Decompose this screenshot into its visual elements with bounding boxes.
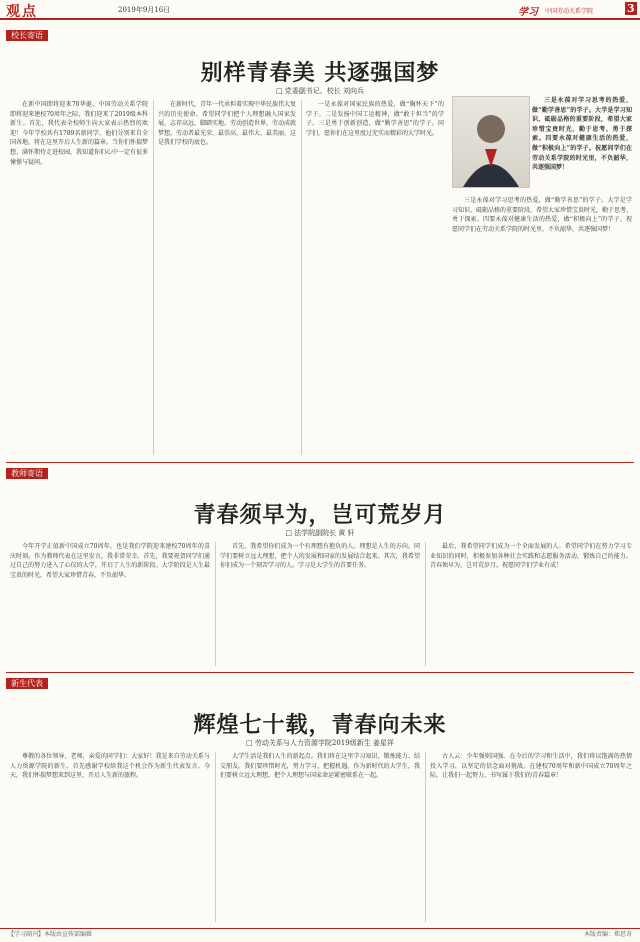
section-name: 观点 — [6, 4, 38, 20]
article1-col4-bottom — [452, 196, 632, 455]
person-icon — [453, 97, 529, 187]
headline-1: 别样青春美 共逐强国梦 — [200, 60, 440, 86]
byline-1: □ 党委副书记、校长 刘向兵 — [275, 87, 365, 95]
footer-right: 本版责编：郑思奇 — [583, 931, 632, 938]
tag-student: 新生代表 — [6, 678, 48, 689]
col-divider — [425, 752, 426, 922]
article3-col1-text: 尊敬的各位领导、老师，亲爱的同学们：大家好！我是来自劳动关系与人力资源学院的新生。首先感谢学校给我这个机会作为新生代表发言。今天，我们怀揣梦想来到这里，开启人生新的旅程。 — [10, 753, 210, 780]
paper-logo: 学习 — [518, 7, 538, 18]
col-divider — [301, 100, 302, 455]
article2-col3 — [430, 542, 632, 666]
article1-col1-text: 在新中国即将迎来70华诞，中国劳动关系学院即将迎来建校70周年之际，我们迎来了2019级本科新生。首先，我代表全校师生向大家表示热烈的欢迎！今年学校共有1789名新同学，他们分别来自全国各地，将在这里开启人生新的篇章。当你们怀揣梦想、满怀期待走进校园，我知道你们心中一定有很多憧憬与疑问。 — [10, 101, 148, 166]
page-number: 3 — [627, 2, 635, 15]
col-divider — [425, 542, 426, 666]
article1-col1 — [10, 100, 148, 455]
byline-2: □ 法学院副院长 黄 轩 — [285, 529, 355, 537]
article2-col1-text: 今年开学正值新中国成立70周年，也是我们学院迎来建校70周年的喜庆时刻。作为教师代表在这里发言，我非常荣幸。首先，我要祝贺同学们通过自己的努力进入了心仪的大学，开启了人生的新阶段。大学阶段是人生最宝贵的时光，希望大家珍惜青春，不负韶华。 — [10, 543, 210, 579]
col-divider — [153, 100, 154, 455]
masthead — [0, 0, 640, 20]
tag-teacher: 教师寄语 — [6, 468, 48, 479]
article3-col3 — [430, 752, 632, 922]
article1-col4-text: 三是永葆对学习思考的热爱，做“勤学善思”的学子。大学是学习知识、砥砺品格的重要阶段，希望大家珍惜宝贵时光，勤于思考、勇于探索。四要永葆对健康生活的热爱，做“积极向上”的学子。祝愿同学们在劳动关系学院的时光里，不负韶华，共逐强国梦！ — [532, 97, 632, 172]
article3-col3-text: 古人云：少年强则国强。在今后的学习和生活中，我们将以饱满的热情投入学习，以坚定的信念面对挑战。在建校70周年和新中国成立70周年之际，让我们一起努力，书写属于我们的青春篇章！ — [430, 753, 632, 780]
article3-col2-text: 大学生活是我们人生的新起点。我们将在这里学习知识、锻炼能力、结交朋友。我们要珍惜时光，努力学习，把握机遇。作为新时代的大学生，我们要树立远大理想，把个人理想与国家命运紧密联系在一起。 — [220, 753, 420, 780]
article1-col4-text-cont: 三是永葆对学习思考的热爱，做“勤学善思”的学子。大学是学习知识、砥砺品格的重要阶段，希望大家珍惜宝贵时光，勤于思考、勇于探索。四要永葆对健康生活的热爱，做“积极向上”的学子。祝愿同学们在劳动关系学院的时光里，不负韶华，共逐强国梦！ — [452, 197, 632, 233]
col-divider — [215, 542, 216, 666]
article2-col3-text: 最后，我希望同学们成为一个全面发展的人。希望同学们在努力学习专业知识的同时，积极参加各种社会实践和志愿服务活动，锻炼自己的能力。青春须早为，岂可荒岁月。祝愿同学们学业有成！ — [430, 543, 632, 570]
byline-3: □ 劳动关系与人力资源学院2019级新生 姜星祥 — [246, 739, 394, 747]
article1-col3-text: 一是永葆对国家民族的热爱，做“胸怀天下”的学子。二是发扬中国工运精神，做“敢于担当”的学子。三是勇于创新创造，做“勤学善思”的学子。同学们，愿你们在这里度过充实而精彩的大学时光。 — [306, 101, 444, 137]
col-divider — [215, 752, 216, 922]
page-footer — [0, 928, 640, 942]
article1-col2 — [158, 100, 296, 455]
issue-date: 2019年9月16日 — [118, 6, 171, 14]
article3-col2 — [220, 752, 420, 922]
article1-col4-top — [532, 96, 632, 192]
headline-3: 辉煌七十载，青春向未来 — [193, 712, 447, 738]
paper-subtitle: 中国劳动关系学院 — [545, 8, 594, 15]
article2-col2 — [220, 542, 420, 666]
article2-col2-text: 首先，我希望你们成为一个有理想有抱负的人。理想是人生的方向。同学们要树立远大理想，把个人的发展和国家的发展结合起来。其次，我希望你们成为一个刻苦学习的人。学习是大学生的首要任务。 — [220, 543, 420, 570]
footer-left: 【学习副刊】本版由宣传部编辑 — [8, 931, 93, 938]
article3-col1 — [10, 752, 210, 922]
tag-principal: 校长寄语 — [6, 30, 48, 41]
section-divider — [6, 672, 634, 673]
principal-photo — [452, 96, 530, 188]
headline-2: 青春须早为，岂可荒岁月 — [193, 502, 447, 528]
article1-col2-text: 在新时代，青年一代承担着实现中华民族伟大复兴的历史使命。希望同学们把个人理想融入国家发展，志存高远、脚踏实地。劳动创造世界，劳动成就梦想，劳动者最光荣、最崇高、最伟大、最美丽，这是我们学校的底色。 — [158, 101, 296, 147]
article1-col3 — [306, 100, 444, 455]
article2-col1 — [10, 542, 210, 666]
section-divider — [6, 462, 634, 463]
